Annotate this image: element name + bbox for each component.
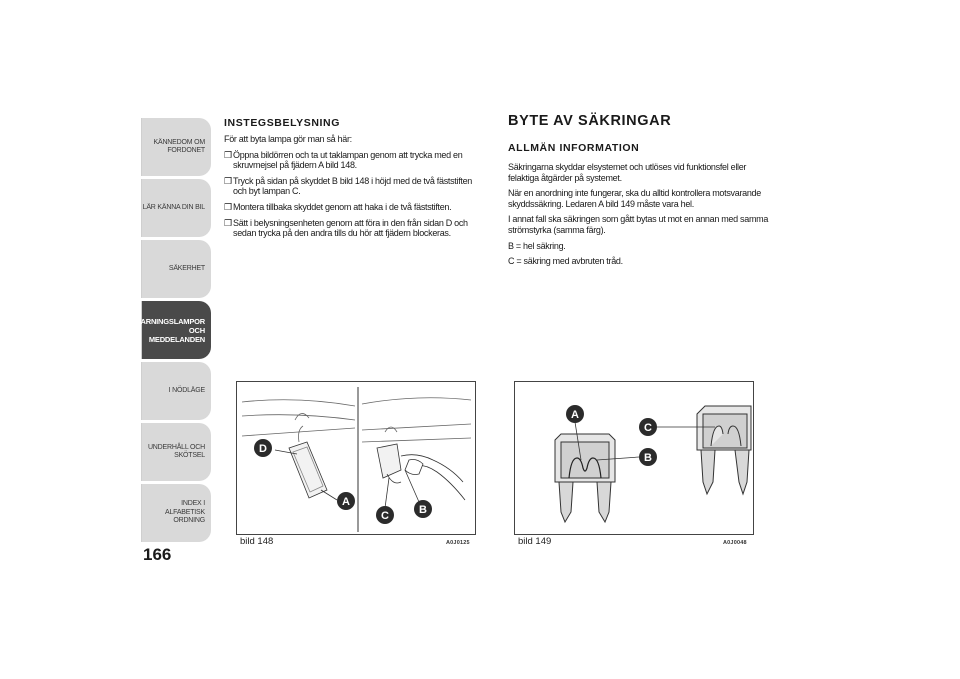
svg-text:C: C: [381, 510, 389, 522]
checkbox-bullet-icon: ❒: [224, 149, 232, 160]
intro-text: För att byta lampa gör man så här:: [224, 134, 352, 144]
tab-label: LÄR KÄNNA DIN BIL: [142, 203, 205, 211]
marker-c: [639, 418, 657, 436]
svg-text:D: D: [259, 443, 267, 455]
paragraph: Säkringarna skyddar elsystemet och utlöses vid funktionsfel eller felaktiga åtgärder på systemet.: [508, 162, 747, 183]
marker-a: [566, 405, 584, 423]
figure-148-courtesy-lamp: [236, 381, 476, 535]
heading-allman-information: ALLMÄN INFORMATION: [508, 142, 640, 154]
svg-text:A: A: [571, 409, 579, 421]
svg-text:B: B: [419, 504, 427, 516]
marker-c: [376, 506, 394, 524]
svg-text:B: B: [644, 452, 652, 464]
tab-lar-kanna-din-bil[interactable]: [141, 179, 211, 237]
tab-varningslampor-och-meddelanden[interactable]: [136, 301, 211, 359]
tab-sakerhet[interactable]: [141, 240, 211, 298]
bullet-item: ❒Tryck på sidan på skyddet B bild 148 i höjd med de två fäststiften och byt lampan C.: [224, 175, 473, 197]
figure-code: A0J0125: [446, 540, 470, 546]
marker-b: [639, 448, 657, 466]
marker-a: [337, 492, 355, 510]
tab-kannedom-om-fordonet[interactable]: [141, 118, 211, 176]
paragraph: B = hel säkring.: [508, 240, 566, 251]
figure-caption: bild 149: [518, 536, 552, 547]
bullet-item: ❒Öppna bildörren och ta ut taklampan genom att trycka med en skruvmejsel på fjädern A bild 148.: [224, 149, 463, 171]
marker-b: [414, 500, 432, 518]
tab-label: INDEX I ALFABETISK ORDNING: [164, 500, 205, 525]
left-column-text: [224, 134, 486, 244]
heading-byte-av-sakringar: BYTE AV SÄKRINGAR: [508, 113, 672, 129]
svg-text:C: C: [644, 422, 652, 434]
checkbox-bullet-icon: ❒: [224, 201, 232, 212]
svg-text:A: A: [342, 496, 350, 508]
paragraph: När en anordning inte fungerar, ska du alltid kontrollera motsvarande skyddssäkring. Ledaren A bild 149 måste vara hel.: [508, 188, 761, 209]
tab-label: KÄNNEDOM OM FORDONET: [153, 138, 205, 154]
tab-label: VARNINGSLAMPOR OCH MEDDELANDEN: [136, 316, 205, 344]
fuse-illustration: [515, 382, 753, 534]
heading-instegsbelysning: INSTEGSBELYSNING: [224, 117, 340, 129]
marker-d: [254, 439, 272, 457]
tab-i-nodlage[interactable]: [141, 362, 211, 420]
courtesy-lamp-illustration: [237, 382, 475, 534]
checkbox-bullet-icon: ❒: [224, 217, 232, 228]
tab-label: SÄKERHET: [168, 264, 205, 272]
page-number: 166: [143, 545, 172, 564]
paragraph: C = säkring med avbruten tråd.: [508, 256, 623, 267]
bullet-item: ❒Sätt i belysningsenheten genom att föra in den från sidan D och sedan trycka på den andra tills du hör att fjädern blockeras.: [224, 217, 468, 239]
tab-label: UNDERHÅLL OCH SKÖTSEL: [147, 443, 205, 459]
figure-149-fuses: [514, 381, 754, 535]
right-column-text: [508, 162, 778, 272]
tab-underhall-och-skotsel[interactable]: [141, 423, 211, 481]
paragraph: I annat fall ska säkringen som gått bytas ut mot en annan med samma strömstyrka (samma färg).: [508, 214, 769, 235]
checkbox-bullet-icon: ❒: [224, 175, 232, 186]
figure-code: A0J0048: [723, 540, 747, 546]
tab-label: I NÖDLÄGE: [168, 386, 205, 394]
tab-index-i-alfabetisk-ordning[interactable]: [141, 484, 211, 542]
bullet-item: ❒Montera tillbaka skyddet genom att haka i de två fäststiften.: [224, 201, 452, 212]
figure-caption: bild 148: [240, 536, 274, 547]
